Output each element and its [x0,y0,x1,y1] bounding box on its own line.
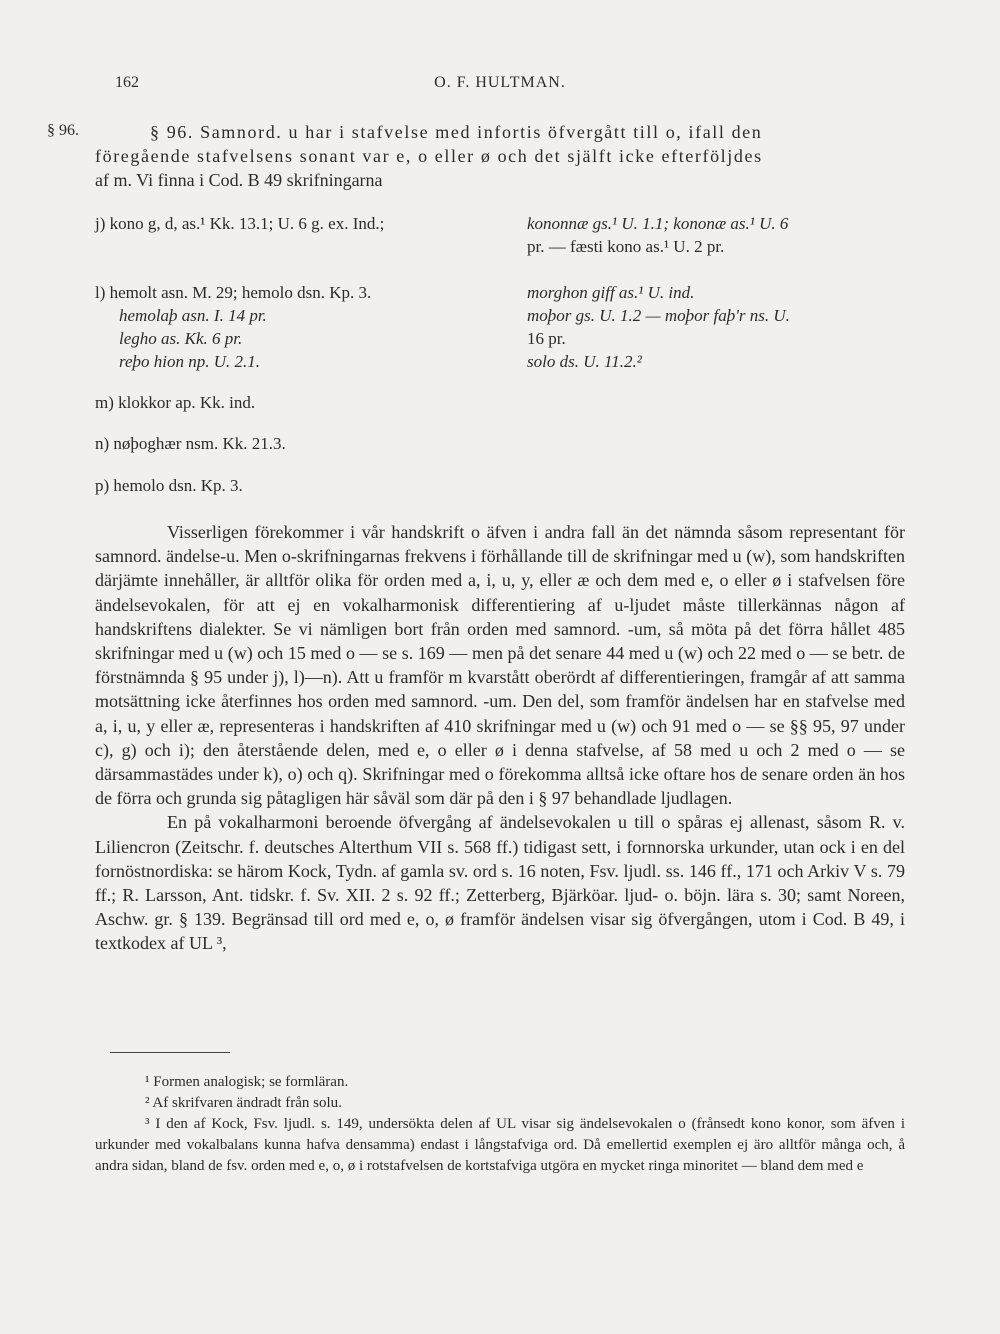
example-j: j) kono g, d, as.¹ Kk. 13.1; U. 6 g. ex. Ind.; [95,214,385,233]
example-m: m) klokkor ap. Kk. ind. [95,393,256,412]
example-l-2: hemolaþ asn. I. 14 pr. [119,306,267,325]
example-l-1: l) hemolt asn. M. 29; hemolo dsn. Kp. 3. [95,283,372,302]
example-j-right-2: pr. — fæsti kono as.¹ U. 2 pr. [527,237,725,256]
body-paragraph-2: En på vokalharmoni beroende öfvergång af ändelsevokalen u till o spåras ej allenast, såsom R. v. Liliencron (Zeitschr. f. deutsches Alterthum VII s. 568 ff.) tidigast sett, i fornnorska urkunder, utan ock i en del fornöstnordiska: se härom Kock, Tydn. af gamla sv. ord s. 16 noten, Fsv. ljudl. ss. 146 ff., 171 och Arkiv V s. 79 ff.; R. Larsson, Ant. tidskr. f. Sv. XII. 2 s. 92 ff.; Zetterberg, Bjärköar. ljud- o. böjn. lära s. 30; samt Noreen, Aschw. gr. § 139. Begränsad till ord med e, o, ø framför ändelsen visar sig öfvergången, utom i Cod. B 49, i textkodex af UL ³, [95,812,905,954]
body-paragraph-1: Visserligen förekommer i vår handskrift o äfven i andra fall än det nämnda såsom representant för samnord. ändelse-u. Men o-skrifningarnas frekvens i förhållande till de skrifningar med u (w), som handskriften därjämte innehåller, är alltför olika för orden med a, i, u, y, eller æ och dem med e, o eller ø i stafvelsen före ändelsevokalen, för att ej en vokalharmonisk differentiering af u-ljudet måste tillerkännas någon af handskriftens dialekter. Se vi nämligen bort från orden med samnord. -um, så möta på det förra hållet 485 skrifningar med u (w) och 15 med o — se s. 169 — men på det senare 44 med u (w) och 22 med o — se betr. de förstnämnda § 95 under j), l)—n). Att u framför m kvarstått oberördt af differentieringen, framgår af att samma motsättning icke återfinnes hos orden med samnord. -um. Den del, som framför ändelsen har en stafvelse med a, i, u, y eller æ, representeras i handskriften af 410 skrifningar med u (w) och 91 med o — se §§ 95, 97 under c), g) och i); den återstående delen, med e, o eller ø i denna stafvelse, af 58 med u och 2 med o — se därsammastädes under k), o) och q). Skrifningar med o förekomma alltså icke oftare hos de senare orden än hos de förra och grunda sig påtagligen här såväl som där på den i § 97 behandlade ljudlagen. [95,522,905,809]
intro-line-3: af m. Vi finna i Cod. B 49 skrifningarna [95,170,383,190]
intro-line-1 [95,120,905,144]
footnote-rule [110,1052,230,1053]
body-text [95,520,905,956]
intro-text-1: Samnord. u har i stafvelse med infortis öfvergått till o, ifall den [200,122,763,142]
running-head: O. F. HULTMAN. [434,74,566,91]
example-p: p) hemolo dsn. Kp. 3. [95,476,243,495]
page-number: 162 [115,74,139,91]
intro-line-2: föregående stafvelsens sonant var e, o eller ø och det själft icke efterföljdes [95,146,763,166]
footnote-2: ² Af skrifvaren ändradt från solu. [145,1095,342,1111]
example-l-3: legho as. Kk. 6 pr. [119,329,243,348]
footnote-1: ¹ Formen analogisk; se formläran. [145,1074,349,1090]
example-n: n) nøþoghær nsm. Kk. 21.3. [95,434,286,453]
example-l-right-3: 16 pr. [527,329,566,348]
page-header [115,74,885,98]
margin-section-number: § 96. [47,122,79,139]
example-l-4: reþo hion np. U. 2.1. [119,352,261,371]
footnote-3: ³ I den af Kock, Fsv. ljudl. s. 149, undersökta delen af UL visar sig ändelsevokalen o (frånsedt kono konor, som äfven i urkunder med vokalbalans kunna hafva densamma) endast i långstafviga ord. Då emellertid exemplen ej äro alltför många och, å andra sidan, bland de fsv. orden med e, o, ø i rotstafvelsen de kortstafviga utgöra en mycket ringa minoritet — bland dem med e [95,1116,905,1174]
example-l-right-1: morghon giff as.¹ U. ind. [527,283,695,302]
example-l-right-4: solo ds. U. 11.2.² [527,352,642,371]
intro-paragraph [95,120,905,192]
footnotes [95,1072,905,1177]
example-j-right-1: kononnæ gs.¹ U. 1.1; kononæ as.¹ U. 6 [527,214,789,233]
intro-section-ref: § 96. [150,122,194,142]
example-l-right-2: moþor gs. U. 1.2 — moþor faþ'r ns. U. [527,306,790,325]
